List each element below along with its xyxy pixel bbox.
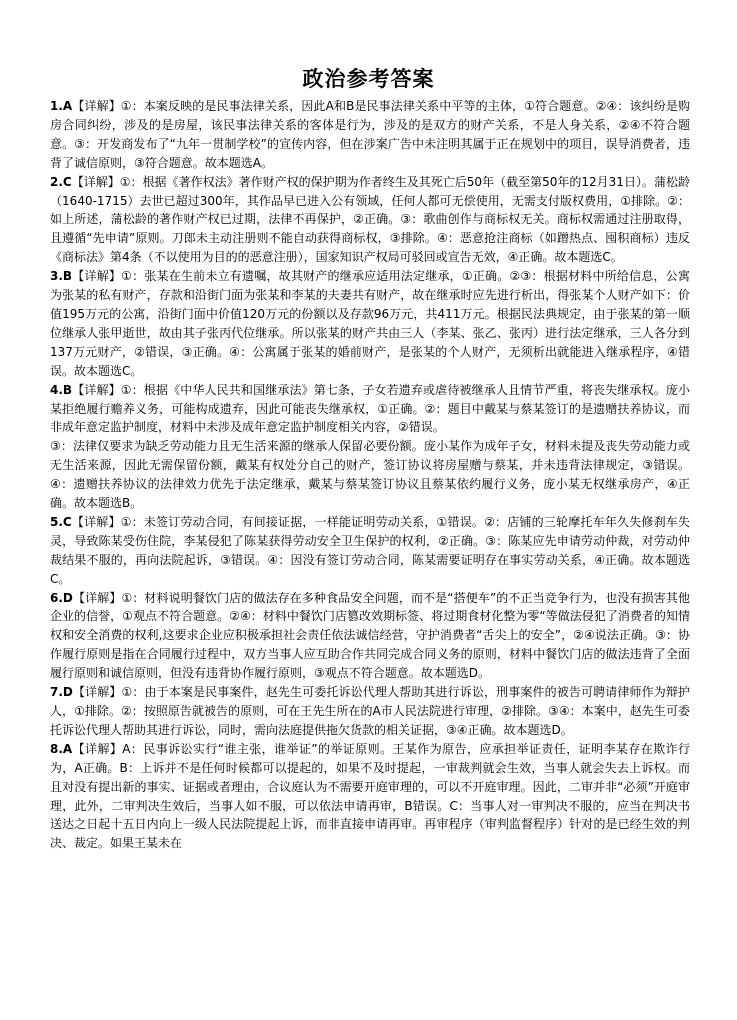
answer-item bbox=[50, 589, 690, 684]
answer-item bbox=[50, 683, 690, 740]
answer-number: 7.D bbox=[50, 685, 73, 700]
answer-text: 【详解】①：未签订劳动合同，有间接证据，一样能证明劳动关系，①错误。②：店铺的三轮摩托车年久失修刹车失灵，导致陈某受伤住院，李某侵犯了陈某获得劳动安全卫生保护的权利，②正确。③：陈某应先申请劳动仲裁，对劳动仲裁结果不服的，再向法院起诉，③错误。④：因没有签订劳动合同，陈某需要证明存在事实劳动关系，④正确。故本题选C。 bbox=[50, 514, 690, 586]
answer-text: 【详解】①：根据《中华人民共和国继承法》第七条，子女若遗弃或虐待被继承人且情节严重，将丧失继承权。庞小某拒绝履行赡养义务，可能构成遗弃，因此可能丧失继承权，①正确。②：题目中戴某与蔡某签订的是遗赠扶养协议，而非成年意定监护制度，材料中未涉及成年意定监护制度相关内容，②错误。 bbox=[50, 382, 690, 435]
answer-number: 1.A bbox=[50, 99, 73, 113]
page-title: 政治参考答案 bbox=[302, 67, 435, 91]
answer-number: 2.C bbox=[50, 174, 72, 189]
answer-text: 【详解】①：材料说明餐饮门店的做法存在多种食品安全问题，而不是“搭便车”的不正当竞争行为，也没有损害其他企业的信誉，①观点不符合题意。②④：材料中餐饮门店篡改效期标签、将过期食材化整为零“等做法侵犯了消费者的知情权和安全消费的权利,这要求企业应积极承担社会责任依法诚信经营，守护消费者“舌尖上的安全”，②④说法正确。③：协作履行原则是指在合同履行过程中，双方当事人应互助合作共同完成合同义务的原则，材料中餐饮门店的做法违背了全面履行原则和诚信原则，但没有违背协作履行原则，③观点不符合题意。故本题选D。 bbox=[50, 590, 690, 681]
answer-number: 8.A bbox=[50, 741, 73, 756]
answer-number: 5.C bbox=[50, 514, 72, 529]
answer-text: ③：法律仅要求为缺乏劳动能力且无生活来源的继承人保留必要份额。庞小某作为成年子女，材料未提及丧失劳动能力或无生活来源，因此无需保留份额，戴某有权处分自己的财产，签订协议将房屋赠与蔡某，并未违背法律规定，③错误。④：遗赠扶养协议的法律效力优先于法定继承，戴某与蔡某签订协议且蔡某依约履行义务，庞小某无权继承房产，④正确。故本题选B。 bbox=[50, 439, 690, 511]
answer-list bbox=[50, 97, 690, 853]
answer-text: 【详解】①：张某在生前未立有遗嘱，故其财产的继承应适用法定继承，①正确。②③：根据材料中所给信息，公寓为张某的私有财产，存款和沿街门面为张某和李某的夫妻共有财产，故在继承时应先进行析出，得张某个人财产如下：价值195万元的公寓，沿街门面中价值120万元的份额以及存款96万元，共411万元。根据民法典规定，由于张某的第一顺位继承人张甲逝世，故由其子张丙代位继承。所以张某的财产共由三人（李某、张乙、张丙）进行法定继承，三人各分到137万元财产，②错误，③正确。④：公寓属于张某的婚前财产，是张某的个人财产，无须析出就能进入继承程序，④错误。故本题选C。 bbox=[50, 269, 690, 378]
answer-item bbox=[50, 740, 690, 853]
answer-number: 3.B bbox=[50, 269, 73, 284]
answer-item bbox=[50, 267, 690, 380]
answer-text: 【详解】A：民事诉讼实行“谁主张，谁举证”的举证原则。王某作为原告，应承担举证责任，证明李某存在欺诈行为，A正确。B：上诉并不是任何时候都可以提起的，如果不及时提起，一审裁判就会生效，当事人就会失去上诉权。而且对没有提出新的事实、证据或者理由，合议庭认为不需要开庭审理的，可以不开庭审理。因此，二审并非“必须”开庭审理，此外，二审判决生效后，当事人如不服，可以依法申请再审，B错误。C：当事人对一审判决不服的，应当在判决书送达之日起十五日内向上一级人民法院提起上诉，而非直接申请再审。再审程序（审判监督程序）针对的是已经生效的判决、裁定。如果王某未在 bbox=[50, 741, 690, 851]
answer-number: 6.D bbox=[50, 590, 73, 605]
answer-text: 【详解】①：根据《著作权法》著作财产权的保护期为作者终生及其死亡后50年（截至第50年的12月31日）。蒲松龄（1640-1715）去世已超过300年，其作品早已进入公有领域，任何人都可无偿使用，无需支付版权费用，①排除。②：如上所述，蒲松龄的著作财产权已过期，法律不再保护，②正确。③：歌曲创作与商标权无关。商标权需通过注册取得，且遵循“先申请”原则。刀郎未主动注册则不能自动获得商标权，③排除。④：恶意抢注商标（如蹭热点、囤积商标）违反《商标法》第4条（不以使用为目的的恶意注册），国家知识产权局可驳回或宣告无效，④正确。故本题选C。 bbox=[50, 174, 690, 265]
answer-item bbox=[50, 437, 690, 513]
answer-item bbox=[50, 513, 690, 589]
answer-item bbox=[50, 381, 690, 438]
answer-text: 【详解】①：本案反映的是民事法律关系，因此A和B是民事法律关系中平等的主体，①符合题意。②④：该纠纷是购房合同纠纷，涉及的是房屋，该民事法律关系的客体是行为，涉及的是双方的财产关系，不是人身关系，②④不符合题意。③：开发商发布了“九年一贯制学校”的宣传内容，但在涉案广告中未注明其属于正在规划中的项目，误导消费者，违背了诚信原则，③符合题意。故本题选A。 bbox=[50, 99, 690, 170]
answer-item bbox=[50, 173, 690, 268]
answer-number: 4.B bbox=[50, 382, 73, 397]
answer-item bbox=[50, 97, 690, 173]
answer-text: 【详解】①：由于本案是民事案件，赵先生可委托诉讼代理人帮助其进行诉讼，刑事案件的被告可聘请律师作为辩护人，①排除。②：按照原告就被告的原则，可在王先生所在的A市人民法院进行审理，②排除。③④：本案中，赵先生可委托诉讼代理人帮助其进行诉讼，同时，需向法庭提供拖欠货款的相关证据，③④正确。故本题选D。 bbox=[50, 685, 690, 737]
